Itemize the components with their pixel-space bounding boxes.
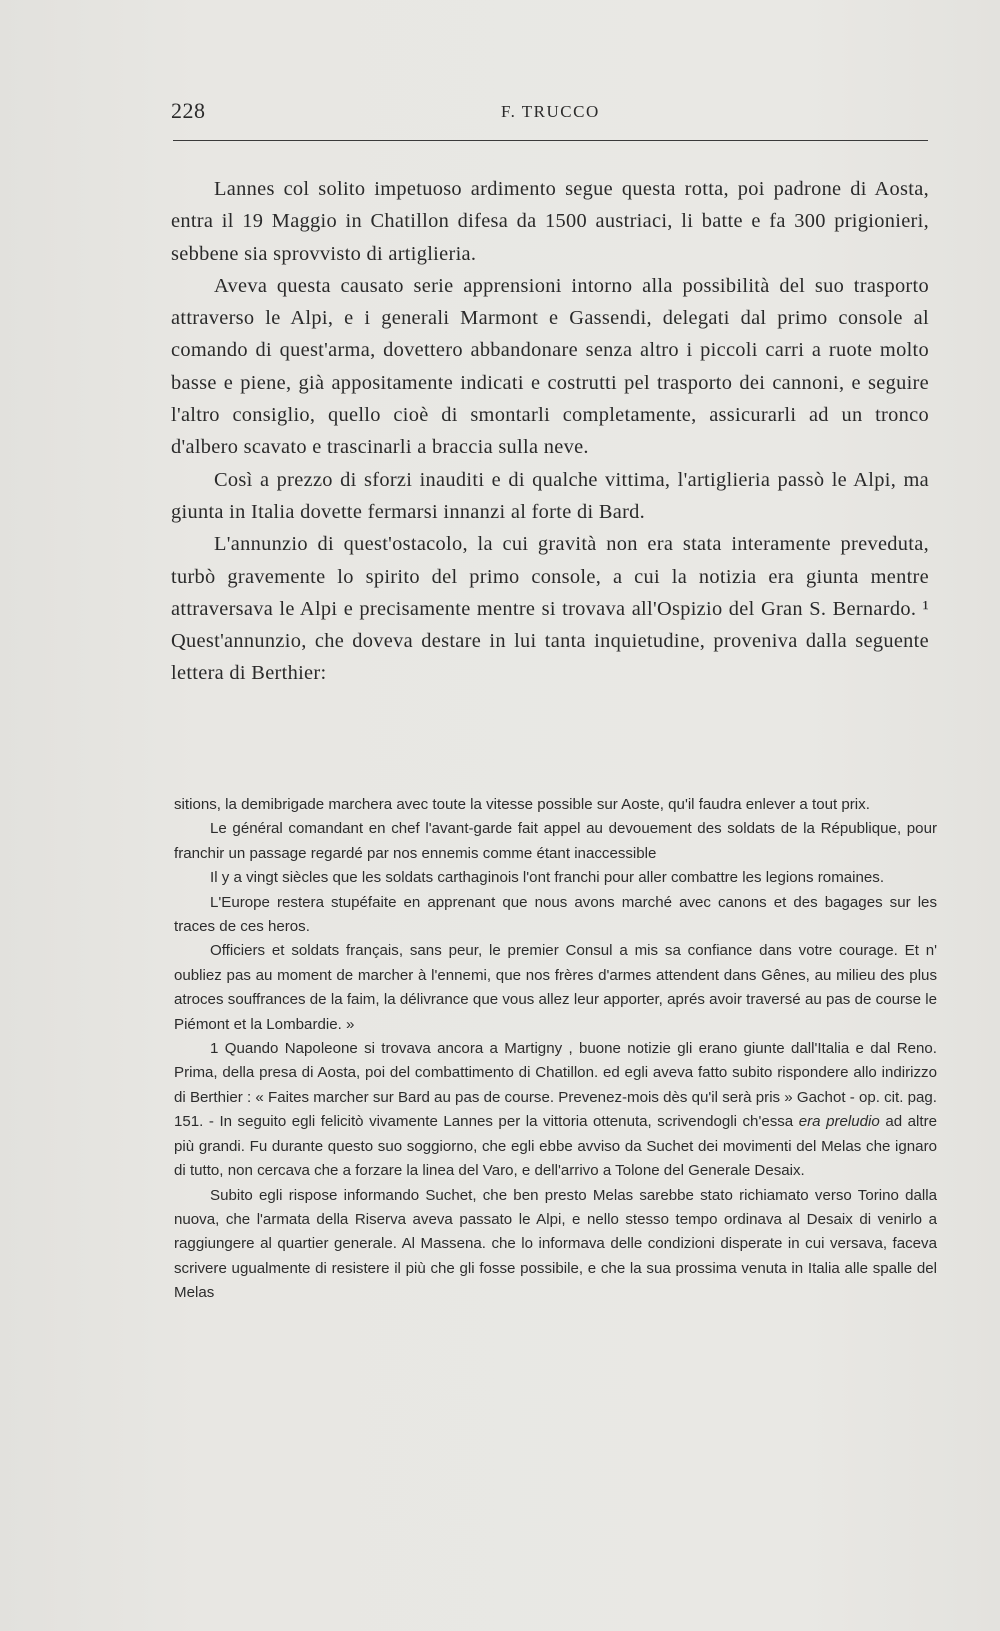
main-text: [171, 173, 929, 690]
main-paragraph: L'annunzio di quest'ostacolo, la cui gravità non era stata interamente preveduta, turbò gravemente lo spirito del primo console, a cui la notizia era giunta mentre attraversava le Alpi e precisamente mentre si trovava all'Ospizio del Gran S. Bernardo. ¹ Quest'annunzio, che doveva destare in lui tanta inquietudine, proveniva dalla seguente lettera di Berthier:: [171, 533, 929, 685]
footnote-area: [174, 793, 937, 1306]
main-paragraph: Aveva questa causato serie apprensioni intorno alla possibilità del suo trasporto attraverso le Alpi, e i generali Marmont e Gassendi, delegati dal primo console al comando di quest'arma, dovettero abbandonare senza altro i piccoli carri a ruote molto basse e piene, già appositamente indicati e costrutti pel trasporto dei cannoni, e seguire l'altro consiglio, quello cioè di smontarli completamente, assicurarli ad un tronco d'albero scavato e trascinarli a braccia sulla neve.: [171, 274, 929, 459]
footnote-text: 1 Quando Napoleone si trovava ancora a Martigny , buone notizie gli erano giunte dall'Italia e dal Reno. Prima, della presa di Aosta, poi del combattimento di Chatillon. ed egli aveva fatto subito rispondere allo indirizzo di Berthier : « Faites marcher sur Bard au pas de course. Prevenez-mois dès qu'il serà pris » Gachot - op. cit. pag. 151. - In seguito egli felicitò vivamente Lannes per la vittoria ottenuta, scrivendogli ch'essa: [174, 1040, 937, 1131]
letter-paragraph: Il y a vingt siècles que les soldats carthaginois l'ont franchi pour aller combattre les legions romaines.: [210, 869, 885, 887]
footnote-text: ad altre più grandi. Fu durante questo suo soggiorno, che egli ebbe avviso da Suchet dei movimenti del Melas che ignaro di tutto, non cercava che a forzare la linea del Varo, e dell'arrivo a Tolone del Generale Desaix.: [174, 1113, 937, 1180]
page-number: 228: [171, 98, 206, 123]
letter-paragraph: Le général comandant en chef l'avant-garde fait appel au devouement des soldats de la République, pour franchir un passage regardé par nos ennemis comme étant inaccessible: [174, 820, 937, 862]
footnote-italic-text: era preludio: [798, 1113, 880, 1131]
page-header: [171, 98, 928, 132]
running-head: F. TRUCCO: [501, 102, 600, 121]
main-paragraph: Lannes col solito impetuoso ardimento segue questa rotta, poi padrone di Aosta, entra il 19 Maggio in Chatillon difesa da 1500 austriaci, li batte e fa 300 prigionieri, sebbene sia sprovvisto di artiglieria.: [171, 178, 929, 265]
letter-paragraph: Officiers et soldats français, sans peur, le premier Consul a mis sa confiance dans votre courage. Et n' oubliez pas au moment de marcher à l'ennemi, que nos frères d'armes attendent dans Gênes, au milieu des plus atroces souffrances de la faim, la délivrance que vous allez leur apporter, aprés avoir traversé au pas de course le Piémont et la Lombardie. »: [174, 942, 937, 1033]
main-paragraph: Così a prezzo di sforzi inauditi e di qualche vittima, l'artiglieria passò le Alpi, ma giunta in Italia dovette fermarsi innanzi al forte di Bard.: [171, 468, 929, 523]
header-rule: [173, 140, 928, 141]
letter-paragraph: sitions, la demibrigade marchera avec toute la vitesse possible sur Aoste, qu'il faudra enlever a tout prix.: [174, 796, 870, 813]
footnote-paragraph: Subito egli rispose informando Suchet, che ben presto Melas sarebbe stato richiamato verso Torino dalla nuova, che l'armata della Riserva aveva passato le Alpi, e nello stesso tempo ordinava al Desaix di venirlo a raggiungere al quartier generale. Al Massena. che lo informava delle condizioni disperate in cui versava, faceva scrivere ugualmente di resistere il più che gli fosse possibile, e che la sua prossima venuta in Italia alle spalle del Melas: [174, 1186, 937, 1302]
footnote-paragraph: [174, 1037, 937, 1183]
letter-paragraph: L'Europe restera stupéfaite en apprenant que nous avons marché avec canons et des bagages sur les traces de ces heros.: [174, 893, 937, 936]
